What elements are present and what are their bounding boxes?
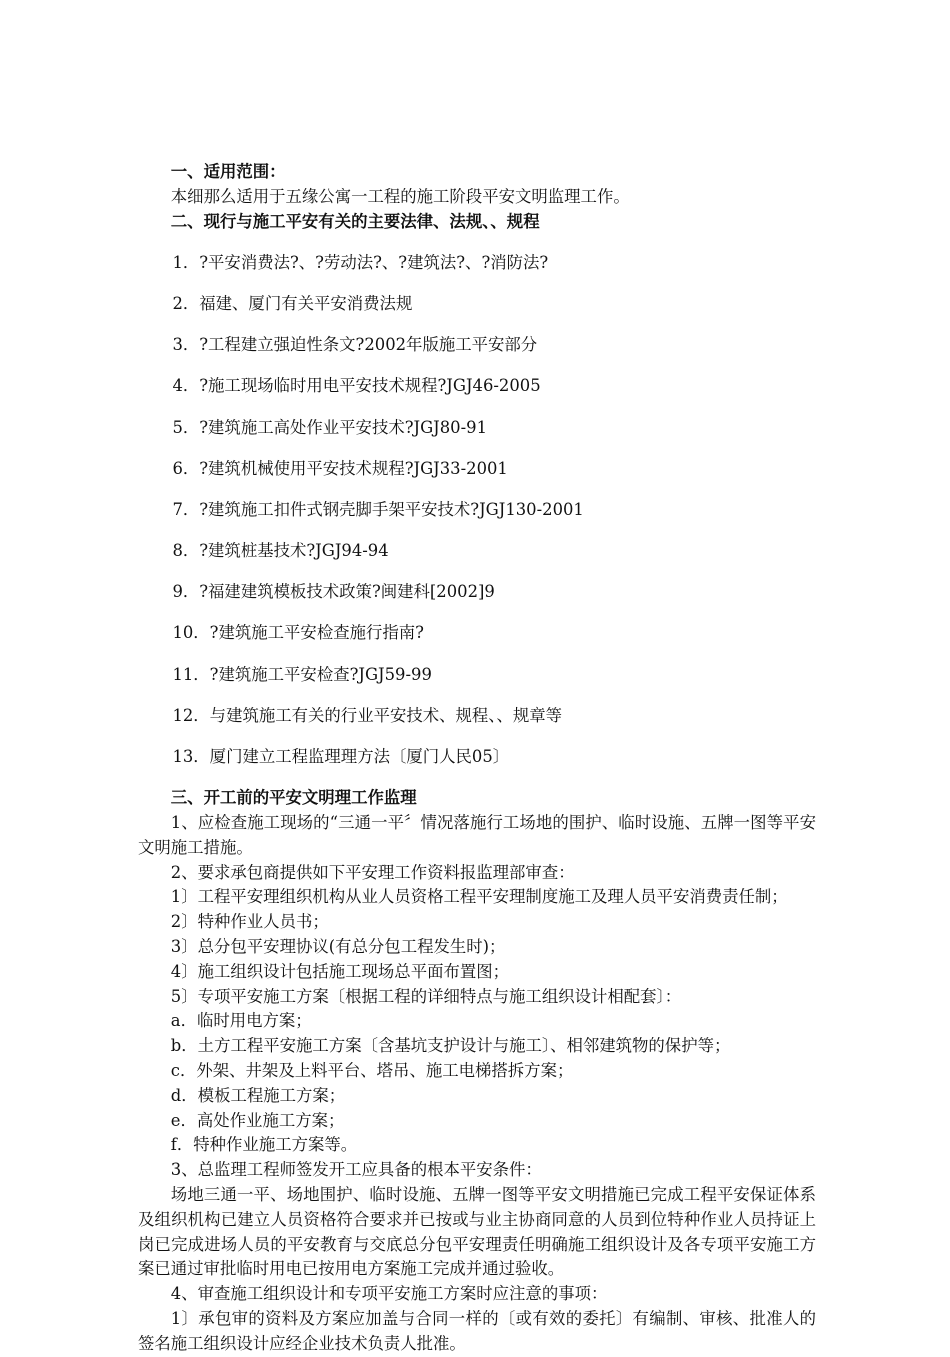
- paragraph: 1〕承包审的资料及方案应加盖与合同一样的〔或有效的委托〕有编制、审核、批准人的签名施工组织设计应经企业技术负责人批准。: [138, 1308, 816, 1353]
- list-item: 3．?工程建立强迫性条文?2002年版施工平安部分: [172, 335, 538, 355]
- paragraph: 4〕施工组织设计包括施工现场总平面布置图；: [170, 961, 510, 981]
- paragraph: 1〕工程平安理组织机构从业人员资格工程平安理制度施工及理人员平安消费责任制；: [170, 887, 788, 907]
- list-item: 12．与建筑施工有关的行业平安技术、规程、、规章等: [172, 705, 563, 725]
- paragraph: 本细那么适用于五缘公寓一工程的施工阶段平安文明监理工作。: [170, 186, 630, 206]
- document-page: [138, 160, 816, 1357]
- list-item: 4．?施工现场临时用电平安技术规程?JGJ46-2005: [172, 376, 541, 396]
- paragraph: c．外架、井架及上料平台、塔吊、施工电梯搭拆方案；: [170, 1060, 574, 1080]
- list-item: 8．?建筑桩基技术?JGJ94-94: [172, 541, 389, 561]
- section-heading-3: 三、开工前的平安文明理工作监理: [170, 788, 417, 808]
- list-item: 9．?福建建筑模板技术政策?闽建科[2002]9: [172, 582, 495, 602]
- paragraph: 1、应检查施工现场的“三通一平〞情况落施行工场地的围护、临时设施、五牌一图等平安文明施工措施。: [138, 813, 816, 857]
- list-item: 5．?建筑施工高处作业平安技术?JGJ80-91: [172, 417, 488, 437]
- paragraph: 2、要求承包商提供如下平安理工作资料报监理部审查：: [170, 862, 575, 882]
- paragraph: a．临时用电方案；: [170, 1011, 312, 1031]
- list-item: 6．?建筑机械使用平安技术规程?JGJ33-2001: [172, 458, 508, 478]
- list-item: 1．?平安消费法?、?劳动法?、?建筑法?、?消防法?: [172, 252, 549, 272]
- paragraph: 3、总监理工程师签发开工应具备的根本平安条件：: [170, 1160, 542, 1180]
- paragraph: e．高处作业施工方案；: [170, 1110, 345, 1130]
- list-item: 10．?建筑施工平安检查施行指南?: [172, 623, 424, 643]
- paragraph: 2〕特种作业人员书；: [170, 912, 329, 932]
- paragraph: b．土方工程平安施工方案〔含基坑支护设计与施工〕、相邻建筑物的保护等；: [170, 1036, 731, 1056]
- list-item: 11．?建筑施工平安检查?JGJ59-99: [172, 664, 432, 684]
- paragraph: d．模板工程施工方案；: [170, 1085, 346, 1105]
- section-heading-1: 一、适用范围：: [170, 162, 286, 181]
- paragraph: f．特种作业施工方案等。: [170, 1135, 358, 1155]
- list-item: 13．厦门建立工程监理理方法〔厦门人民05〕: [172, 747, 510, 767]
- paragraph: 3〕总分包平安理协议(有总分包工程发生时)；: [170, 937, 506, 956]
- list-item: 7．?建筑施工扣件式钢壳脚手架平安技术?JGJ130-2001: [172, 499, 584, 519]
- paragraph: 场地三通一平、场地围护、临时设施、五牌一图等平安文明措施已完成工程平安保证体系及组织机构已建立人员资格符合要求并已按或与业主协商同意的人员到位特种作业人员持证上岗已完成进场人员的平安教育与交底总分包平安理责任明确施工组织设计及各专项平安施工方案已通过审批临时用电已按用电方案施工完成并通过验收。: [138, 1184, 816, 1279]
- section-heading-2: 二、现行与施工平安有关的主要法律、法规、、规程: [170, 211, 540, 231]
- paragraph: 5〕专项平安施工方案〔根据工程的详细特点与施工组织设计相配套〕：: [170, 986, 682, 1006]
- paragraph: 4、审查施工组织设计和专项平安施工方案时应注意的事项：: [170, 1284, 608, 1304]
- list-item: 2．福建、厦门有关平安消费法规: [172, 293, 413, 313]
